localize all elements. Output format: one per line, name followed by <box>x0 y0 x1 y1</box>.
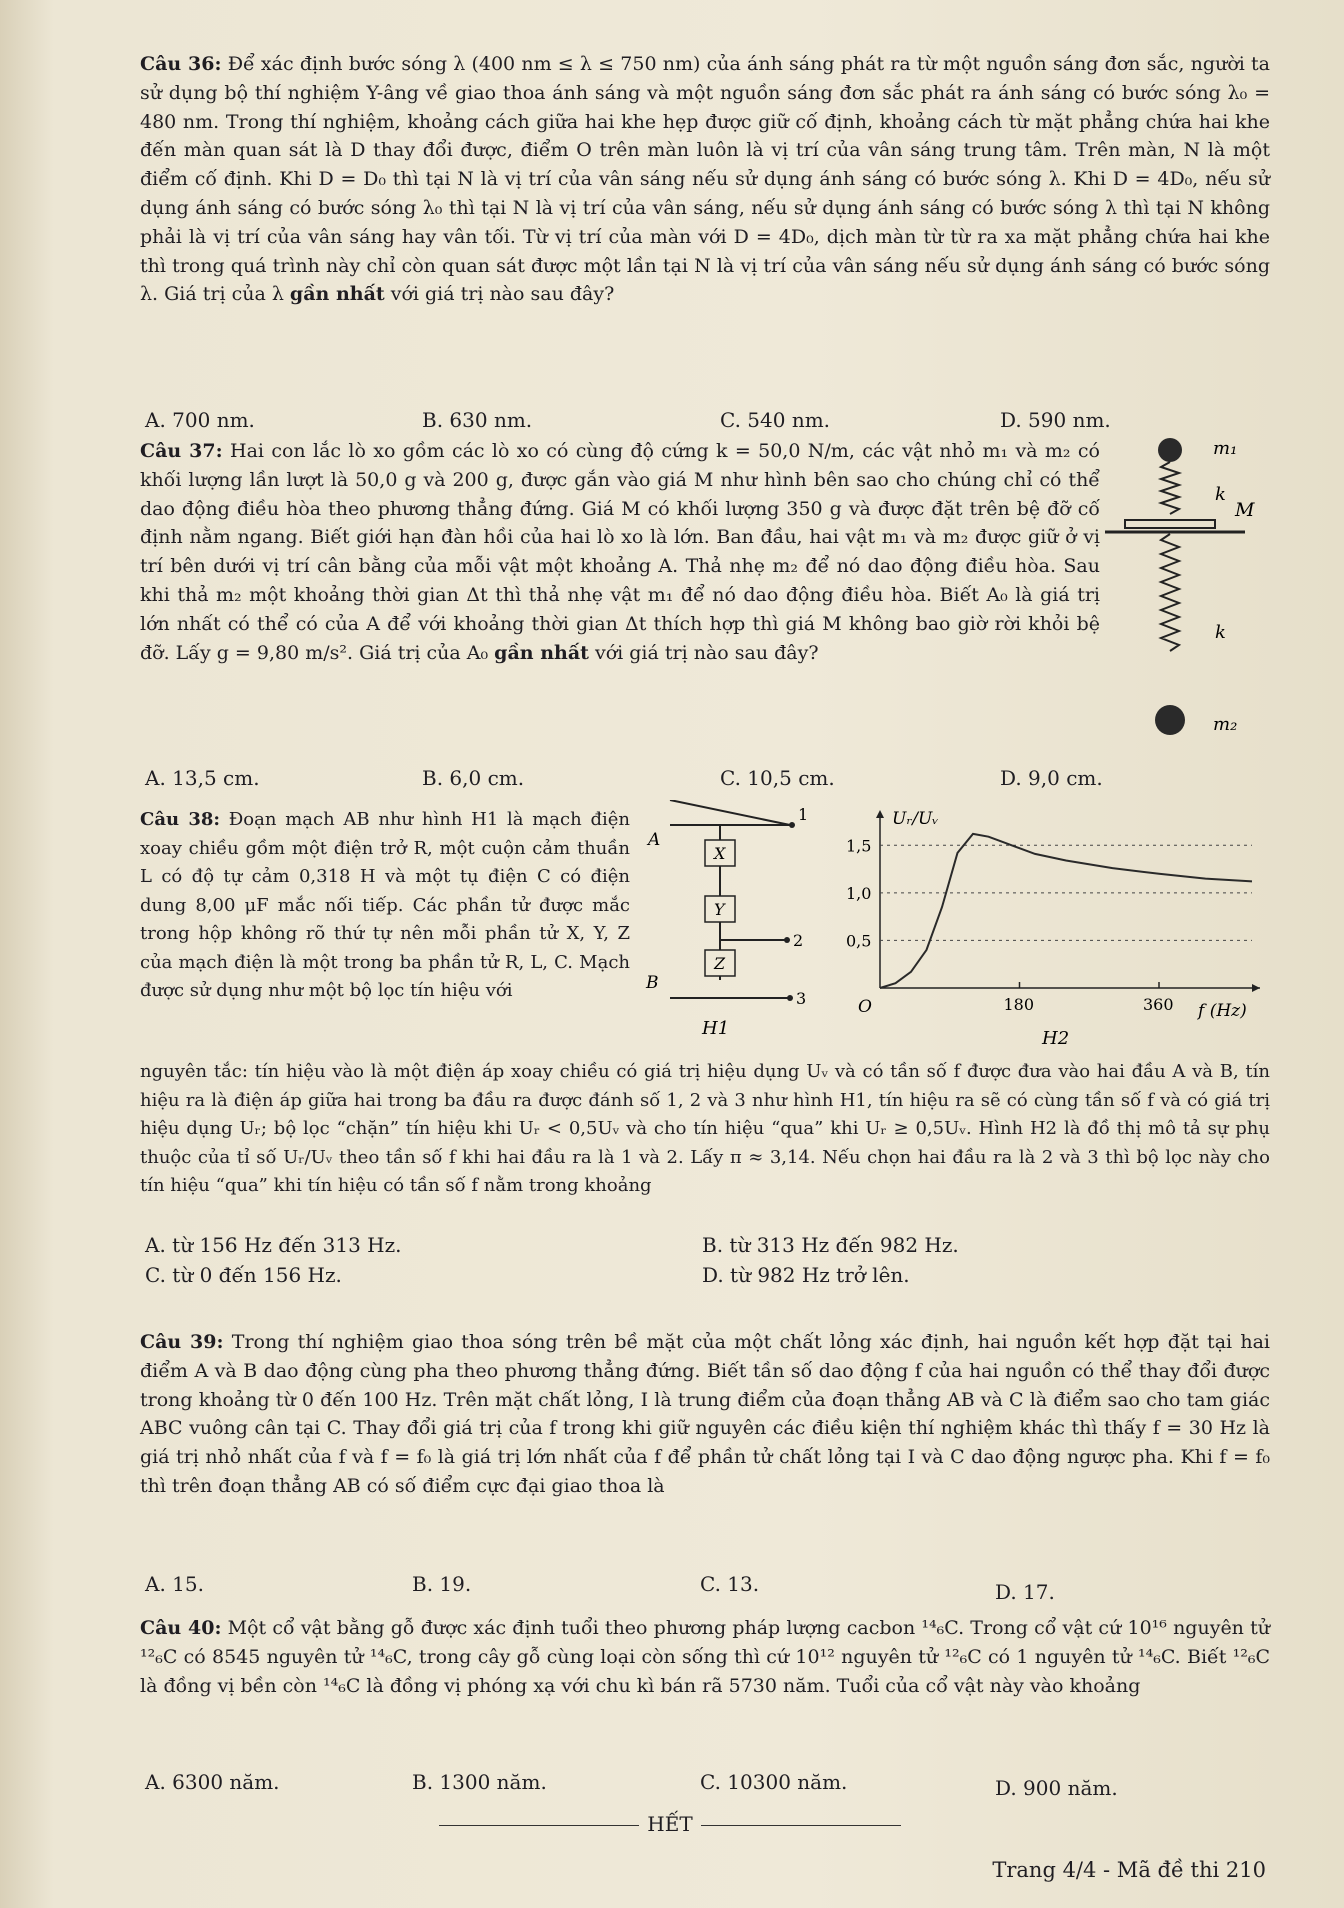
q38-option-d: D. từ 982 Hz trở lên. <box>702 1263 910 1287</box>
box-z-label: Z <box>714 954 726 973</box>
mass-m1 <box>1158 438 1182 462</box>
y-axis-arrow <box>876 810 884 818</box>
label-k-top: k <box>1215 484 1226 505</box>
spring-bottom <box>1161 534 1179 651</box>
question-37 <box>140 437 1100 667</box>
q37-option-c: C. 10,5 cm. <box>720 766 835 790</box>
terminal-1-label: 1 <box>798 805 809 824</box>
question-38-title: Câu 38: <box>140 809 221 830</box>
figure-h2-caption: H2 <box>1042 1028 1070 1049</box>
q38-option-b: B. từ 313 Hz đến 982 Hz. <box>702 1233 959 1257</box>
question-40-title: Câu 40: <box>140 1617 222 1639</box>
question-36-text: Để xác định bước sóng λ (400 nm ≤ λ ≤ 750 nm) của ánh sáng phát ra từ một nguồn sáng đơn sắc, người ta sử dụng bộ thí nghiệm Y-âng về giao thoa ánh sáng và một nguồn sáng đơn sắc phát ra ánh sáng có bước sóng λ₀ = 480 nm. Trong thí nghiệm, khoảng cách giữa hai khe hẹp được giữ cố định, khoảng cách từ mặt phẳng chứa hai khe đến màn quan sát là D thay đổi được, điểm O trên màn luôn là vị trí của vân sáng trung tâm. Trên màn, N là một điểm cố định. Khi D = D₀ thì tại N là vị trí của vân sáng nếu sử dụng ánh sáng có bước sóng λ. Khi D = 4D₀, nếu sử dụng ánh sáng có bước sóng λ₀ thì tại N là vị trí của vân sáng, nếu sử dụng ánh sáng có bước sóng λ thì tại N không phải là vị trí của vân sáng hay vân tối. Từ vị trí của màn với D = 4D₀, dịch màn từ từ ra xa mặt phẳng chứa hai khe thì trong quá trình này chỉ còn quan sát được một lần tại N là vị trí của vân sáng nếu sử dụng ánh sáng có bước sóng λ. Giá trị của λ <box>140 53 1270 306</box>
spring-top <box>1161 462 1179 514</box>
question-39 <box>140 1328 1270 1501</box>
question-38-text-top: Đoạn mạch AB như hình H1 là mạch điện xoay chiều gồm một điện trở R, một cuộn cảm thuần L có độ tự cảm 0,318 H và một tụ điện C có điện dung 8,00 μF mắc nối tiếp. Các phần tử được mắc trong hộp không rõ thứ tự nên mỗi phần tử X, Y, Z của mạch điện là một trong ba phần tử R, L, C. Mạch được sử dụng như một bộ lọc tín hiệu với <box>140 809 630 1001</box>
x-tick-label: 360 <box>1143 995 1174 1014</box>
node-a-label: A <box>648 830 661 850</box>
question-36-tail: với giá trị nào sau đây? <box>390 283 615 306</box>
spring-pendulum-figure <box>1095 438 1295 738</box>
q39-option-a: A. 15. <box>145 1572 204 1596</box>
label-k-bottom: k <box>1215 622 1226 643</box>
question-37-text: Hai con lắc lò xo gồm các lò xo có cùng độ cứng k = 50,0 N/m, các vật nhỏ m₁ và m₂ có khối lượng lần lượt là 50,0 g và 200 g, được gắn vào giá M như hình bên sao cho chúng chỉ có thể dao động điều hòa theo phương thẳng đứng. Giá M có khối lượng 350 g và được đặt trên bệ đỡ cố định nằm ngang. Biết giới hạn đàn hồi của hai lò xo là lớn. Ban đầu, hai vật m₁ và m₂ được giữ ở vị trí bên dưới vị trí cân bằng của mỗi vật một khoảng A. Thả nhẹ m₂ để nó dao động điều hòa. Sau khi thả m₂ một khoảng thời gian Δt thì thả nhẹ vật m₁ để nó dao động điều hòa. Biết A₀ là giá trị lớn nhất có thể có của A để với khoảng thời gian Δt thích hợp thì giá M không bao giờ rời khỏi bệ đỡ. Lấy g = 9,80 m/s². Giá trị của A₀ <box>140 440 1100 664</box>
question-37-bold: gần nhất <box>494 641 589 664</box>
q40-option-d: D. 900 năm. <box>995 1776 1118 1800</box>
x-tick-label: 180 <box>1003 995 1035 1014</box>
question-40-text: Một cổ vật bằng gỗ được xác định tuổi theo phương pháp lượng cacbon ¹⁴₆C. Trong cổ vật cứ 10¹⁶ nguyên tử ¹²₆C có 8545 nguyên tử ¹⁴₆C, trong cây gỗ cùng loại còn sống thì cứ 10¹² nguyên tử ¹²₆C có 1 nguyên tử ¹⁴₆C. Biết ¹²₆C là đồng vị bền còn ¹⁴₆C là đồng vị phóng xạ với chu kì bán rã 5730 năm. Tuổi của cổ vật này vào khoảng <box>140 1617 1270 1697</box>
q38-option-a: A. từ 156 Hz đến 313 Hz. <box>145 1233 402 1257</box>
q37-option-b: B. 6,0 cm. <box>422 766 525 790</box>
question-36-bold: gần nhất <box>289 283 385 306</box>
end-marker: HẾT <box>410 1812 930 1836</box>
label-m1: m₁ <box>1213 438 1238 459</box>
q36-option-d: D. 590 nm. <box>1000 408 1111 432</box>
q36-option-b: B. 630 nm. <box>422 408 533 432</box>
q39-option-c: C. 13. <box>700 1572 760 1596</box>
frame-m-top <box>1125 520 1215 528</box>
label-m2: m₂ <box>1213 714 1238 735</box>
x-axis-label: f (Hz) <box>1198 1001 1247 1021</box>
ratio-curve <box>880 834 1252 988</box>
question-40 <box>140 1614 1270 1700</box>
q39-option-b: B. 19. <box>412 1572 472 1596</box>
question-37-title: Câu 37: <box>140 440 223 462</box>
terminal-1 <box>789 822 795 828</box>
terminal-2-label: 2 <box>793 931 804 950</box>
q40-option-b: B. 1300 năm. <box>412 1770 547 1794</box>
q38-option-c: C. từ 0 đến 156 Hz. <box>145 1263 342 1287</box>
circuit-h1 <box>640 800 820 1050</box>
box-y-label: Y <box>714 900 725 919</box>
origin-label: O <box>858 997 872 1017</box>
label-M: M <box>1235 499 1255 521</box>
terminal-2 <box>784 937 790 943</box>
y-tick-label: 1,0 <box>846 883 872 903</box>
terminal-3-label: 3 <box>796 989 807 1008</box>
node-b-label: B <box>646 973 659 993</box>
q39-option-d: D. 17. <box>995 1580 1055 1604</box>
question-38-rest: nguyên tắc: tín hiệu vào là một điện áp xoay chiều có giá trị hiệu dụng Uᵥ và có tần số f được đưa vào hai đầu A và B, tín hiệu ra là điện áp giữa hai trong ba đầu ra được đánh số 1, 2 và 3 như hình H1, tín hiệu ra sẽ có cùng tần số f và có giá trị hiệu dụng Uᵣ; bộ lọc “chặn” tín hiệu khi Uᵣ < 0,5Uᵥ và cho tín hiệu “qua” khi Uᵣ ≥ 0,5Uᵥ. Hình H2 là đồ thị mô tả sự phụ thuộc của tỉ số Uᵣ/Uᵥ theo tần số f khi hai đầu ra là 1 và 2. Lấy π ≈ 3,14. Nếu chọn hai đầu ra là 2 và 3 thì bộ lọc này cho tín hiệu “qua” khi tín hiệu có tần số f nằm trong khoảng <box>140 1061 1270 1196</box>
terminal-3 <box>787 995 793 1001</box>
question-36-title: Câu 36: <box>140 53 222 75</box>
q36-option-c: C. 540 nm. <box>720 408 831 432</box>
y-tick-label: 1,5 <box>846 836 872 856</box>
q37-option-a: A. 13,5 cm. <box>145 766 260 790</box>
question-39-text: Trong thí nghiệm giao thoa sóng trên bề mặt của một chất lỏng xác định, hai nguồn kết hợp đặt tại hai điểm A và B dao động cùng pha theo phương thẳng đứng. Biết tần số dao động f của hai nguồn có thể thay đổi được trong khoảng từ 0 đến 100 Hz. Trên mặt chất lỏng, I là trung điểm của đoạn thẳng AB và C là điểm sao cho tam giác ABC vuông cân tại C. Thay đổi giá trị của f trong khi giữ nguyên các điều kiện thí nghiệm khác thì thấy f = 30 Hz là giá trị nhỏ nhất của f và f = f₀ là giá trị lớn nhất của f để phần tử chất lỏng tại I và C dao động ngược pha. Khi f = f₀ thì trên đoạn thẳng AB có số điểm cực đại giao thoa là <box>140 1331 1270 1497</box>
question-36 <box>140 50 1270 309</box>
question-37-tail: với giá trị nào sau đây? <box>594 641 819 664</box>
y-tick-label: 0,5 <box>846 931 872 951</box>
q36-option-a: A. 700 nm. <box>145 408 255 432</box>
q40-option-c: C. 10300 năm. <box>700 1770 848 1794</box>
box-x-label: X <box>714 844 726 863</box>
question-39-title: Câu 39: <box>140 1331 224 1353</box>
graph-h2 <box>830 800 1270 1050</box>
page-footer: Trang 4/4 - Mã đề thi 210 <box>992 1858 1266 1882</box>
mass-m2 <box>1155 705 1185 735</box>
x-axis-arrow <box>1252 984 1260 992</box>
question-38-top <box>140 806 630 1006</box>
q37-option-d: D. 9,0 cm. <box>1000 766 1103 790</box>
figure-h1-caption: H1 <box>702 1018 730 1039</box>
q40-option-a: A. 6300 năm. <box>145 1770 280 1794</box>
y-axis-label: Uᵣ/Uᵥ <box>892 809 939 829</box>
